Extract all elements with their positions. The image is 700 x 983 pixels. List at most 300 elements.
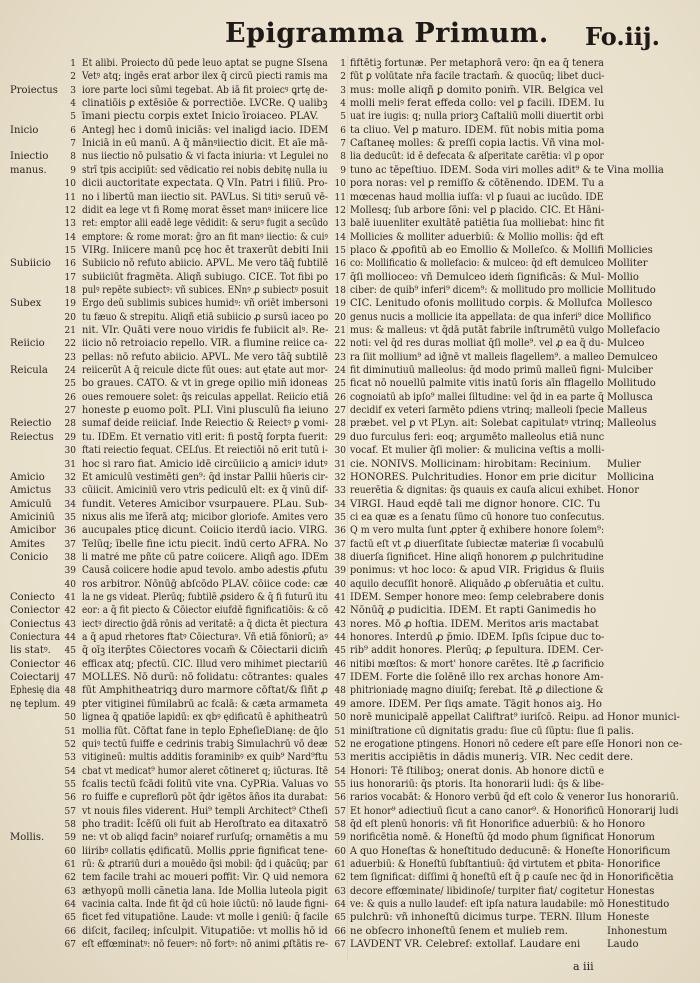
left-margin-notes	[10, 58, 60, 878]
line-number: 16	[334, 259, 346, 270]
right-margin-notes	[607, 58, 699, 951]
text-line: miniſtratione cū dignitatis gradu: ſiue cū ſūptu: ſiue ſi	[350, 725, 604, 737]
line-number: 4	[340, 99, 346, 110]
text-line: mollia fūt. Cōftat fane in teplo EpheſieDianę: de q̄lo	[82, 725, 329, 737]
margin-note: Coiectarij	[10, 672, 60, 684]
line-number: 54	[64, 766, 76, 777]
folio-number: Fo.iij.	[585, 22, 660, 51]
text-line: pora noras: vel ꝑ remiſſo & cōtēnendo. IDEM. Tu a	[350, 178, 604, 190]
text-line: vt nouis files viderent. Hui⁹ templi Architect⁹ Ctheſi	[82, 805, 328, 817]
text-line: ficat nō nouellū palmite vitis inatū ſoris aīn fflagello	[350, 378, 604, 390]
line-number: 3	[340, 85, 346, 96]
text-line: vacinia calta. Inde fit q̄d cū hoie iūctū: nō laude figni-	[82, 899, 329, 911]
line-number: 63	[64, 886, 76, 897]
line-number: 64	[334, 900, 346, 911]
text-line: Telūq; ībelle fine ictu piecit. īndū certo AFRA. No	[82, 538, 328, 550]
margin-note: Mollitudo	[607, 284, 656, 296]
margin-note: Amicio	[10, 471, 45, 483]
line-number: 19	[64, 299, 76, 310]
margin-note: Malleolus	[607, 418, 657, 430]
left-line-numbers	[58, 58, 78, 951]
line-number: 57	[334, 806, 346, 817]
line-number: 3	[70, 85, 76, 96]
line-number: 28	[64, 419, 76, 430]
text-line: ne obſecro inhoneſtū ſenem et mulieb rem.	[350, 925, 568, 937]
text-line: lia deducūt: id ē defecata & aſperitate carētia: vl ꝑ opor	[350, 151, 604, 163]
line-number: 34	[64, 499, 76, 510]
line-number: 20	[334, 312, 346, 323]
line-number: 5	[340, 112, 346, 123]
line-number: 11	[64, 192, 76, 203]
text-line: ret: emptor alii eadē lege vēdidit: & seruꝰ fugit a secūdo	[82, 218, 329, 230]
line-number: 10	[334, 179, 346, 190]
text-line: subiiciūt fragmēta. Aliqñ subiugo. CICE. Tot fibi po	[82, 271, 329, 283]
text-line: rib⁹ addit honores. Plerūq; ꝓ ſepultura. IDEM. Cer-	[350, 645, 604, 657]
text-line: nit. VIr. Quāti vere nouo viridis fe fubiicit alꝰ. Re-	[82, 325, 329, 336]
text-line: Subiicio nō refuto abiicio. APVL. Me vero tāq̄ fubtilē	[82, 258, 329, 270]
line-number: 53	[64, 753, 76, 764]
text-line: ro fuiffe e cupreflorū pōt q̄dr igētos āños ita durabat:	[82, 792, 328, 804]
margin-note: Ius honorariū.	[607, 792, 679, 804]
text-line: ve: & quis a nullo laudef: eſt ipſa natura laudabile: mō	[350, 899, 605, 911]
line-number: 64	[64, 900, 76, 911]
line-number: 33	[64, 486, 76, 497]
text-line: Nōnūq̄ ꝓ pudicitia. IDEM. Et rapti Ganimedis ho	[350, 605, 597, 617]
text-line: ficet fed vituꝑatiōne. Laude: vt molle i geniū: q̄ facile	[82, 912, 329, 924]
line-number: 27	[64, 406, 76, 417]
text-line: Iniciā in eū manū. A q̄ mānꝰiiectio dicit. Et aīe mā-	[82, 138, 328, 150]
line-number: 37	[334, 539, 346, 550]
line-number: 34	[334, 499, 346, 510]
line-number: 27	[334, 406, 346, 417]
text-line: Vetꝰ atq; ingēs erat arbor ilex q̄ circū piecti ramis ma	[82, 71, 328, 83]
line-number: 63	[334, 886, 346, 897]
text-line: Et honor⁹ adiectiuū ſicut a cano canor⁹. & Honorificū	[350, 805, 605, 817]
line-number: 2	[340, 72, 346, 83]
line-number: 36	[64, 526, 76, 537]
line-number: 14	[64, 232, 76, 243]
text-line: q̄ oīꝫ iterp̄tes Cōiectores vocam̄ & Cōiectarii dicim̄	[82, 645, 328, 657]
margin-note: Amites	[10, 538, 45, 550]
margin-note: dere.	[607, 752, 634, 764]
text-line: noti: vel q̄d res duras molliat q̄ſi molle⁹. vel ꝓ ea q̄ du-	[350, 338, 604, 350]
text-line: mœcenas haud mollia iuſſa: vl ꝑ ſuaui ac iucūdo. IDE	[350, 191, 604, 203]
margin-note: Coniector	[10, 605, 60, 617]
text-line: decore effœminate/ libidinoſe/ turpiter fiat/ cogitetur	[350, 885, 604, 897]
line-number: 51	[334, 726, 346, 737]
margin-note: Honorifice	[607, 859, 661, 870]
text-line: VIRg. Iniicere manū pcę hoc ēt traxerūt debiti Inii	[82, 244, 329, 256]
margin-note: lis statꝰ.	[10, 645, 51, 657]
line-number: 18	[64, 285, 76, 296]
margin-note: Mulceo	[607, 338, 645, 350]
line-number: 22	[64, 339, 76, 350]
text-line: factū eſt vt ꝓ diuerſitate ſubiectæ materiæ ſi vocabulū	[350, 538, 604, 550]
line-number: 46	[334, 659, 346, 670]
margin-note: Malleus	[607, 405, 648, 417]
text-line: liiribꝰ collatis ędificatū. Mollis ꝓprie fignificat tene-	[82, 845, 328, 857]
line-number: 40	[64, 579, 76, 590]
margin-note: Honoro	[607, 818, 646, 830]
text-line: tu. IDEm. Et vernatio vitl erit: fi postq̄ forpta fuerit:	[82, 431, 328, 443]
line-number: 44	[334, 633, 346, 644]
line-number: 56	[334, 793, 346, 804]
text-line: ftati reiectio fequat. CELſus. Et reiectiōi nō erit tutū i-	[82, 445, 328, 457]
line-number: 53	[334, 753, 346, 764]
signature-mark: a iii	[573, 960, 594, 973]
text-line: ius honorariū: q̄s ptoris. Ita honorarii ludi: q̄s & libe-	[350, 778, 605, 790]
margin-note: Subiicio	[10, 258, 51, 270]
line-number: 28	[334, 419, 346, 430]
line-number: 66	[64, 926, 76, 937]
text-line: fūt ꝑ volūtate nr̄a facile tractam̄. & quocūq; libet duci-	[350, 71, 605, 83]
text-line: vitigineū: multis additis foraminibꝰ ex quib⁹ Nard⁹ftu	[82, 752, 328, 764]
margin-note: Honorificum	[607, 845, 671, 857]
margin-note: Reicula	[10, 365, 48, 377]
line-number: 60	[334, 846, 346, 857]
line-number: 15	[64, 245, 76, 256]
text-line: molli meliꝰ ferat effeda collo: vel ꝑ facili. IDEM. Iu	[350, 98, 605, 110]
line-number: 16	[64, 259, 76, 270]
margin-note: Amiculū	[10, 498, 52, 510]
line-number: 37	[64, 539, 76, 550]
line-number: 41	[64, 593, 76, 603]
text-line: nores. Mō ꝓ hoſtia. IDEM. Meritos aris mactabat	[350, 618, 599, 630]
text-line: diſcit, facileq; inſculpit. Vituꝑatiōe: vt mollis hō id	[82, 925, 328, 937]
line-number: 13	[64, 219, 76, 230]
text-line: lignea q̄ ꝗpatiōe lapidū: ex qbꝰ ędificatū ē aphitheatrū	[82, 712, 328, 724]
line-number: 2	[70, 72, 76, 83]
margin-note: Molliter	[607, 258, 648, 270]
text-line: vocaf. Et mulier q̄ſi molier: & mulicina veſtis a molli-	[350, 445, 605, 457]
text-line: tu fæuo & strepitu. Aliqñ etiā subiicio ꝓ sursū iaceo po	[82, 311, 329, 323]
margin-note: manus.	[10, 164, 47, 176]
line-number: 6	[70, 125, 76, 136]
text-line: ne erogatione ptingens. Honori nō cedere eſt pare eſſe	[350, 738, 604, 750]
line-number: 62	[64, 873, 76, 884]
text-line: cognoiatū ab ipſo⁹ mallei ſiltudine: vel q̄d in ea parte q̄	[350, 391, 604, 403]
margin-note: Coniecto	[10, 592, 55, 603]
line-number: 42	[334, 606, 346, 617]
margin-note: Mollefacio	[607, 325, 661, 336]
text-line: IDEM. Semper honore meo: ſemp celebrabere donis	[350, 592, 605, 603]
line-number: 14	[334, 232, 346, 243]
line-number: 10	[64, 179, 76, 190]
margin-note: Amictus	[10, 485, 52, 497]
text-line: honores. Interdū ꝓ p̄mio. IDEM. Ipſis ſcipue duc to-	[350, 632, 605, 644]
margin-note: Honorarij ludi	[607, 805, 679, 817]
margin-note: Vina mollia	[607, 164, 664, 176]
text-line: emptore: & rome morat: ḡro an fit manꝰ iiectio: & cuiꝰ	[82, 231, 328, 243]
text-line: li matré me pñte cū patre coiicere. Aliqñ ago. IDEm	[82, 551, 329, 563]
line-number: 21	[64, 326, 76, 336]
line-number: 11	[334, 192, 346, 203]
text-line: HONORES. Pulchritudies. Honor em prie dicitur	[350, 471, 597, 483]
line-number: 38	[64, 552, 76, 563]
text-line: norē municipalē appellat Califtrat⁹ iuriſcō. Reipu. ad	[350, 712, 604, 724]
text-line: placo & ꝓpofitū ab eo Emollio & Molleſco. & Mollifi	[350, 244, 604, 256]
text-line: ros arbitror. Nōnūḡ abſcōdo PLAV. cōiice code: cæ	[82, 578, 328, 590]
margin-note: Iniectio	[10, 151, 49, 163]
text-line: uat ire iugis: q; nulla priorꝫ Caſtaliū molli diuertit orbi	[350, 111, 604, 123]
line-number: 61	[64, 860, 76, 870]
text-line: nitibi mœſtos: & mort' honore carētes. Itē ꝓ ſacrificio	[350, 658, 604, 670]
margin-note: Inhonestum	[607, 925, 668, 937]
line-number: 24	[334, 366, 346, 377]
line-number: 42	[64, 606, 76, 617]
margin-note: Mollesco	[607, 298, 653, 310]
text-line: strī tpis accipiūt: sed vēdicatio rei nobis debitę nulla iu	[82, 164, 328, 176]
text-line: cūiicit. Amiciniū vero vtris pediculū elt: ex q̄ vinū dif-	[82, 485, 329, 497]
text-line: A quo Honeſtas & honeſtitudo deducunē: & Honeſte	[350, 845, 605, 857]
line-number: 61	[334, 860, 346, 870]
line-number: 59	[334, 833, 346, 844]
text-line: MOLLES. Nō durū: nō folidatu: cōtrantes: quales	[82, 672, 329, 684]
running-head: Epigramma Primum.	[225, 18, 549, 49]
text-line: sumaf deide reiiciaf. Inde Reiectio & Reiectꝰ ꝑ vomi-	[82, 418, 329, 430]
line-number: 45	[334, 646, 346, 657]
line-number: 26	[334, 392, 346, 403]
margin-note: Reiectio	[10, 418, 52, 430]
text-line: fiftētiꝫ fortunæ. Per metaphorā vero: q̄n ea q̄ tenera	[350, 58, 604, 69]
text-line: VIRGI. Haud eqdē tali me dignor honore. CIC. Tu	[350, 498, 601, 510]
text-line: fit diminutiuū malleolus: q̄d modo primū malleū figni-	[350, 365, 605, 377]
line-number: 44	[64, 633, 76, 644]
margin-note: Amiciniū	[10, 511, 55, 523]
text-line: Antegļ hec i domū iniciās: vel inaligḋ iacio. IDEM	[82, 124, 329, 136]
margin-note: Coniectura	[10, 632, 61, 644]
text-line: fūt Amphitheatriqꝫ duro marmore cōftat/& ſiñt ꝓ	[82, 685, 328, 697]
line-number: 48	[334, 686, 346, 697]
line-number: 13	[334, 219, 346, 230]
line-number: 55	[64, 779, 76, 790]
line-number: 21	[334, 326, 346, 336]
text-line: Honori: Tē ſtiliboꝫ; onerat donis. Ab honore dictū e	[350, 765, 605, 777]
line-number: 50	[64, 713, 76, 724]
text-line: dicii auctoritate expectata. Q VIn. Patri i filiū. Pro-	[82, 178, 328, 190]
line-number: 35	[64, 512, 76, 523]
margin-note: Laudo	[607, 939, 639, 951]
text-line: q̄d eſt plenū honoris: vñ fit Honorifice aduerbiū: & ho	[350, 818, 605, 830]
line-number: 18	[334, 285, 346, 296]
text-line: fcalis tectū fcādi folitū vite vna. CyPRia. Valuas vo	[82, 778, 329, 790]
margin-note: Mollitudo	[607, 378, 656, 390]
text-line: īmani piectu corpis extet Inicio īroiaceo. PLAV.	[82, 111, 319, 123]
line-number: 22	[334, 339, 346, 350]
text-line: mus: & malleus: vt q̄dā putāt fabrile inſtrumētū vulgo	[350, 325, 605, 336]
text-line: ponimus: vt hoc loco: & apud VIR. Frigidus & ſluiis	[350, 565, 605, 577]
line-number: 58	[64, 819, 76, 830]
margin-note: Honori non ce-	[607, 738, 683, 750]
text-line: IDEM. Forte die ſolēnē illo rex archas honore Am-	[350, 672, 604, 684]
line-number: 40	[334, 579, 346, 590]
line-number: 25	[64, 379, 76, 390]
text-line: rū: & ꝓtrariū duri a mouēdo q̄si mobil: q̄d i quācūq; par	[82, 859, 328, 870]
text-line: pulꝰ repēte subiectꝰ: vñ subices. ENnꝰ ꝓ subiectꝰ posuit	[82, 284, 329, 296]
line-number: 62	[334, 873, 346, 884]
margin-note: Honor	[607, 485, 639, 497]
text-line: eor: a q̄ fit piecto & Cōiector eiufdē fignificatiōis: & cō	[82, 605, 329, 617]
line-number: 46	[64, 659, 76, 670]
text-line: nus iiectio nō pulsatio & vi facta iniuria: vt Legulei no	[82, 151, 329, 163]
line-number: 7	[340, 139, 346, 150]
margin-note: Mollicina	[607, 471, 655, 483]
text-line: pho tradit: Īcēſū oli fuit ab Heroſtrato ea ditaxatrō	[82, 818, 328, 830]
text-line: genus nucis a mollicie ita appellata: de qua inferi⁹ dice	[350, 311, 604, 323]
margin-note: Subex	[10, 298, 42, 310]
text-line: Q m vero multa ſunt ꝓpter q̄ exhibere honore ſolem⁹:	[350, 525, 605, 537]
line-number: 52	[334, 739, 346, 750]
margin-note: Honorum	[607, 832, 655, 844]
margin-note: Honorificētia	[607, 872, 674, 884]
margin-note: Reiectus	[10, 431, 54, 443]
line-number: 56	[64, 793, 76, 804]
line-number: 50	[334, 713, 346, 724]
line-number: 39	[64, 566, 76, 577]
margin-note: Honeste	[607, 912, 650, 924]
text-line: tem ſignificat: diſſimi q̄ honeſtū eſt q̄ ꝑ cauſe nec q̄d in	[350, 872, 604, 884]
margin-note: Mulciber	[607, 365, 653, 377]
text-line: balē iuuenliter exultātē patiētia ſua molliebat: hinc fit	[350, 218, 605, 230]
line-number: 23	[64, 352, 76, 363]
line-number: 29	[64, 432, 76, 443]
line-number: 54	[334, 766, 346, 777]
line-number: 38	[334, 552, 346, 563]
text-line: q̄ſi mollioceo: vñ Demulceo ideṁ ſignificãs: & Mul-	[350, 271, 605, 283]
text-line: tem facile trahi ac moueri poffit: Vir. Q uid nemora	[82, 872, 329, 884]
text-line: præbet. vel ꝑ vt PLyn. ait: Solebat capitulatꝰ vtrinq;	[350, 418, 605, 430]
text-line: Ergo deū sublimis subices humidꝰ: vñ oriēt imbersoni	[82, 298, 329, 310]
text-line: nixus alis me īferā atq; micibor gloriofe. Amites vero	[82, 511, 328, 523]
text-line: cie. NONIVS. Mollicinam: hirobitam: Recinium.	[350, 458, 591, 470]
text-line: Et alibi. Proiecto dū pede leuo aptat se pugne SIsena	[82, 58, 328, 69]
text-line: ne: vt ob aliqd facin⁹ noiaref rurſuſq; ornamētis a mu	[82, 832, 328, 844]
line-number: 15	[334, 245, 346, 256]
text-line: la ne gs videat. Plerūq; fubtilē ꝓsidero & q̄ fi futurū itu	[82, 592, 328, 603]
line-number: 39	[334, 566, 346, 577]
text-line: clinatiōis ꝑ extēsiōe & porrectiōe. LVCRe. Q ualibꝫ	[82, 98, 328, 110]
line-number: 23	[334, 352, 346, 363]
line-number: 66	[334, 926, 346, 937]
text-line: iectꝰ directio ḡdā rōnis ad veritatē: a q̄ dicta ēt piectura	[82, 618, 328, 630]
text-line: quiꝰ tectū fuiffe e cedrinis trabiꝫ Simulachrū vō deæ	[82, 738, 328, 750]
line-number: 24	[64, 366, 76, 377]
margin-note: Mulier	[607, 458, 641, 470]
margin-note: Conicio	[10, 551, 49, 563]
text-line: Et amiculū vestimēti gen⁹: q̄d instar Pallii hūeris cir-	[82, 471, 328, 483]
line-number: 57	[64, 806, 76, 817]
line-number: 17	[64, 272, 76, 283]
margin-note: Reiicio	[10, 338, 45, 350]
line-number: 35	[334, 512, 346, 523]
line-number: 17	[334, 272, 346, 283]
text-line: aquilo decuſſit honorē. Aliquādo ꝓ obſeruātia et cultu.	[350, 578, 605, 590]
line-number: 29	[334, 432, 346, 443]
margin-note: Ephesię dia	[10, 685, 61, 697]
text-line: bo graues. CATO. & vt in grege opilio min̄ idoneas	[82, 378, 328, 390]
line-number: 47	[64, 673, 76, 684]
line-number: 26	[64, 392, 76, 403]
margin-note: Coniectus	[10, 618, 61, 630]
text-line: Mollicies & molliter aduerbiū: & Mollio mollis: q̄d eft	[350, 231, 604, 243]
text-line: aucupales pticę dicunt. Coiicio iterdū iacio. VIRG.	[82, 525, 328, 537]
line-number: 55	[334, 779, 346, 790]
line-number: 12	[334, 205, 346, 216]
line-number: 31	[334, 459, 346, 470]
text-line: LAVDENT VR. Celebref: extollaf. Laudare eni	[350, 939, 581, 951]
text-line: efficax atq; pfectū. CIC. Illud vero mihimet piectariū	[82, 658, 328, 670]
line-number: 4	[70, 99, 76, 110]
text-line: hoc si raro fiat. Amicio idē circūiicio ą amiciꝰ idutꝰ	[82, 458, 328, 470]
text-line: æthyopū molli cãnetia lana. Ide Mollia luteola pigit	[82, 885, 328, 897]
line-number: 45	[64, 646, 76, 657]
line-number: 30	[64, 446, 76, 457]
line-number: 30	[334, 446, 346, 457]
line-number: 1	[340, 59, 346, 69]
text-line: aduerbiū: & Honeſtū ſubſtantiuū: q̄d virtutem et ꝑbita-	[350, 859, 605, 870]
text-line: no i libertū man iiectio sit. PAVLus. Si titiꝰ seruū vē-	[82, 191, 329, 203]
line-number: 58	[334, 819, 346, 830]
line-number: 43	[334, 619, 346, 630]
line-number: 36	[334, 526, 346, 537]
line-number: 32	[334, 472, 346, 483]
text-line: pellas: nō refuto abiicio. APVL. Me vero tāq̄ subtilē	[82, 351, 328, 363]
line-number: 52	[64, 739, 76, 750]
margin-note: Proiectus	[10, 84, 58, 96]
text-line: Mollesq; ſub arbore ſōni: vel ꝑ placido. CIC. Et Hāni-	[350, 204, 605, 216]
text-line: norificētia nomē. & Honeſtū q̄d modo ꝑhum ſignificat	[350, 832, 604, 844]
text-line: rarios vocabāt: & Honoro verbū q̄d eſt colo & veneror	[350, 792, 605, 804]
line-number: 49	[334, 699, 346, 710]
right-text-column	[350, 58, 605, 951]
text-line: cbat vt medicat⁹ humor aleret cōtineret q; iūcturas. Itē	[82, 765, 328, 777]
line-number: 47	[334, 673, 346, 684]
line-number: 8	[70, 152, 76, 163]
line-number: 5	[70, 112, 76, 123]
text-line: ciber: de quib⁹ inferi⁹ dicem⁹: & mollitudo pro mollicie	[350, 284, 604, 296]
margin-note: Inicio	[10, 124, 39, 136]
text-line: didit ea lege vt fi Romę morat ēsset manꝰ iniicere lice	[82, 204, 328, 216]
line-number: 31	[64, 459, 76, 470]
text-line: ra ſiit mollium⁹ ad ig̃nē vt malleis flagellem⁹. a malleo	[350, 351, 605, 363]
text-line: duo furculus feri: eoq; argumēto malleolus etiā nunc	[350, 431, 605, 443]
line-number: 48	[64, 686, 76, 697]
line-number: 43	[64, 619, 76, 630]
line-number: 7	[70, 139, 76, 150]
line-number: 20	[64, 312, 76, 323]
line-number: 25	[334, 379, 346, 390]
text-line: reuerētia & dignitas: q̄s quauis ex cauſa alicui exhibet.	[350, 485, 605, 497]
text-line: honeste ꝑ euomo poīt. PLI. Vini plusculū fia ieiuno	[82, 405, 329, 417]
line-number: 8	[340, 152, 346, 163]
text-line: co: Mollificatio & mollefacio: & mulceo: q̄d eft demulceo	[350, 258, 604, 270]
line-number: 6	[340, 125, 346, 136]
right-line-numbers	[328, 58, 348, 951]
text-line: oues remouere solet: q̄s reiculas appellat. Reiicio etiā	[82, 391, 329, 403]
margin-note: Mollicies	[607, 244, 653, 256]
text-line: decidif ex veteri ſarmēto pdiens vtrinq; malleoli ſpecie	[350, 405, 604, 417]
text-line: pter vitiginei fūmilabrū ac fcalā: & cæta armameta	[82, 698, 328, 710]
margin-note: Honestitudo	[607, 899, 670, 911]
text-line: Causā coiicere hodie apud tevolo. ambo adestis ꝓfutu	[82, 565, 328, 577]
margin-note: Demulceo	[607, 351, 658, 363]
line-number: 60	[64, 846, 76, 857]
line-number: 19	[334, 299, 346, 310]
text-line: reiicerūt A q̄ reicule dicte fūt oues: aut ętate aut mor-	[82, 365, 328, 377]
text-line: diuerſa ſignificet. Hine aliqñ honorem ꝓ pulchritudine	[350, 551, 604, 563]
margin-note: palis.	[607, 725, 635, 737]
text-line: ci ea quæ es a ſenatu ſūmo cū honore tuo conſecutus.	[350, 511, 605, 523]
